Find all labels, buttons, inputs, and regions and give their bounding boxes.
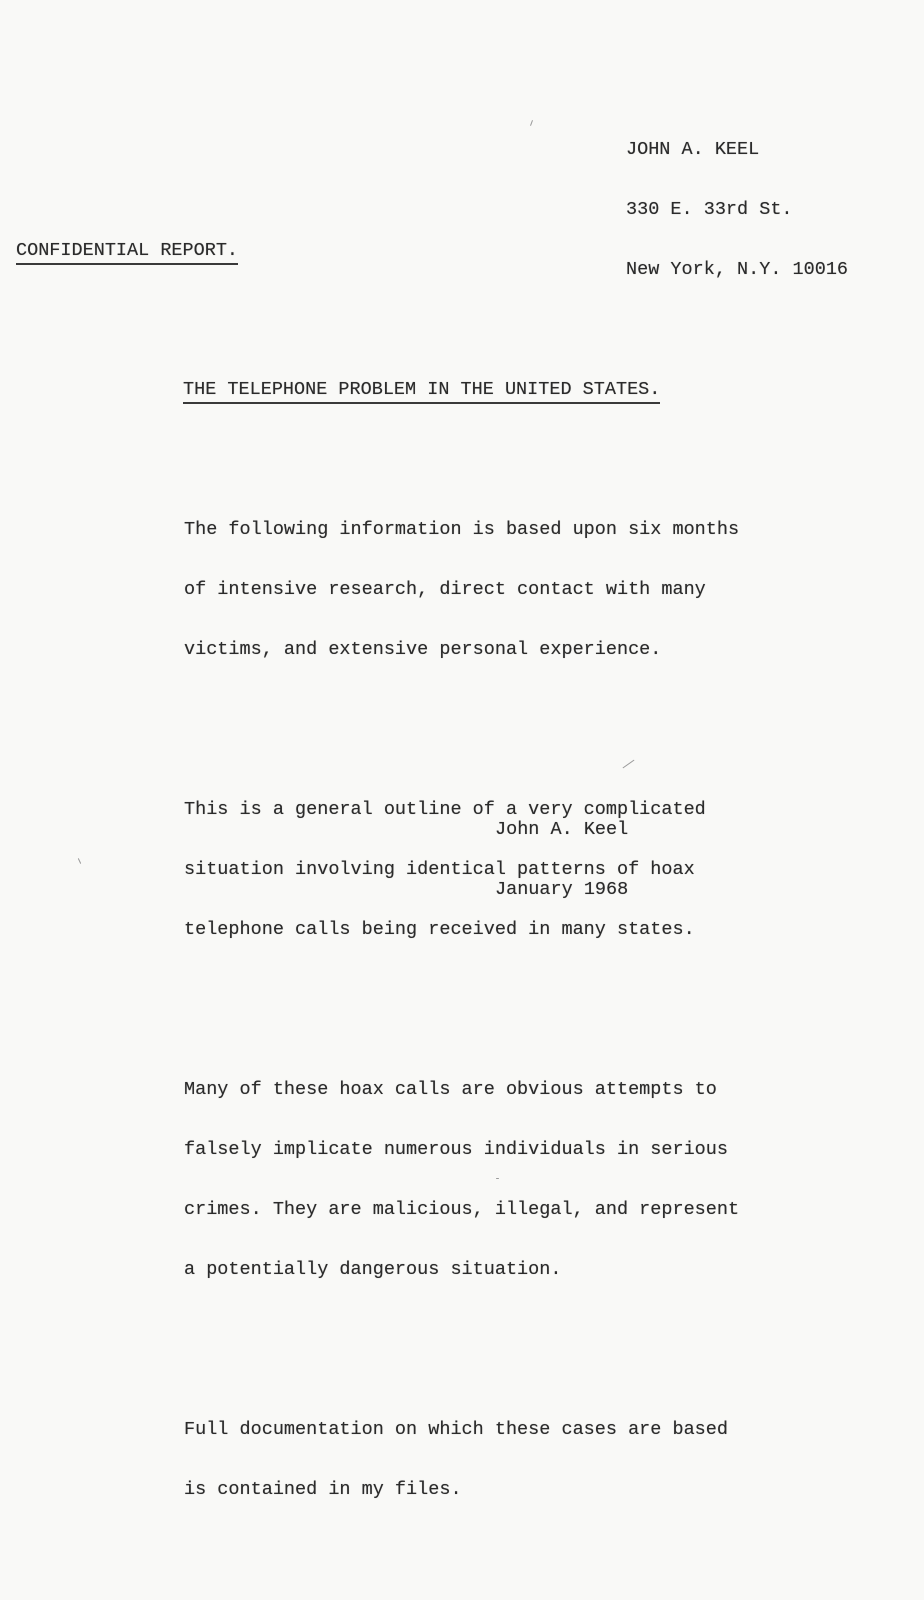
signature-date: January 1968	[495, 879, 629, 900]
paragraph	[184, 1380, 824, 1540]
paragraph-line: The following information is based upon six months	[184, 519, 740, 540]
report-label: CONFIDENTIAL REPORT.	[16, 241, 238, 265]
paper-speck	[496, 1178, 499, 1179]
paragraph-line: Full documentation on which these cases are based	[184, 1419, 728, 1440]
document-title: THE TELEPHONE PROBLEM IN THE UNITED STATES.	[183, 380, 660, 404]
signature-block	[495, 780, 628, 940]
sender-name: JOHN A. KEEL	[626, 139, 760, 160]
paragraph-line: telephone calls being received in many states.	[184, 919, 695, 940]
sender-address	[626, 100, 848, 320]
paragraph-line: Many of these hoax calls are obvious attempts to	[184, 1079, 717, 1100]
document-body	[184, 440, 824, 1600]
paragraph-line: is contained in my files.	[184, 1479, 462, 1500]
paragraph-line: victims, and extensive personal experience.	[184, 639, 662, 660]
paragraph	[184, 480, 824, 700]
paragraph	[184, 1040, 824, 1320]
paragraph-line: crimes. They are malicious, illegal, and represent	[184, 1199, 740, 1220]
sender-street: 330 E. 33rd St.	[626, 199, 793, 220]
sender-city: New York, N.Y. 10016	[626, 259, 849, 280]
paragraph-line: falsely implicate numerous individuals in serious	[184, 1139, 728, 1160]
paper-speck	[530, 120, 533, 126]
paragraph-line: situation involving identical patterns of hoax	[184, 859, 695, 880]
paragraph-line: This is a general outline of a very complicated	[184, 799, 706, 820]
paper-speck	[78, 858, 81, 864]
signature-name: John A. Keel	[495, 819, 629, 840]
paragraph-line: a potentially dangerous situation.	[184, 1259, 562, 1280]
paragraph-line: of intensive research, direct contact with many	[184, 579, 706, 600]
